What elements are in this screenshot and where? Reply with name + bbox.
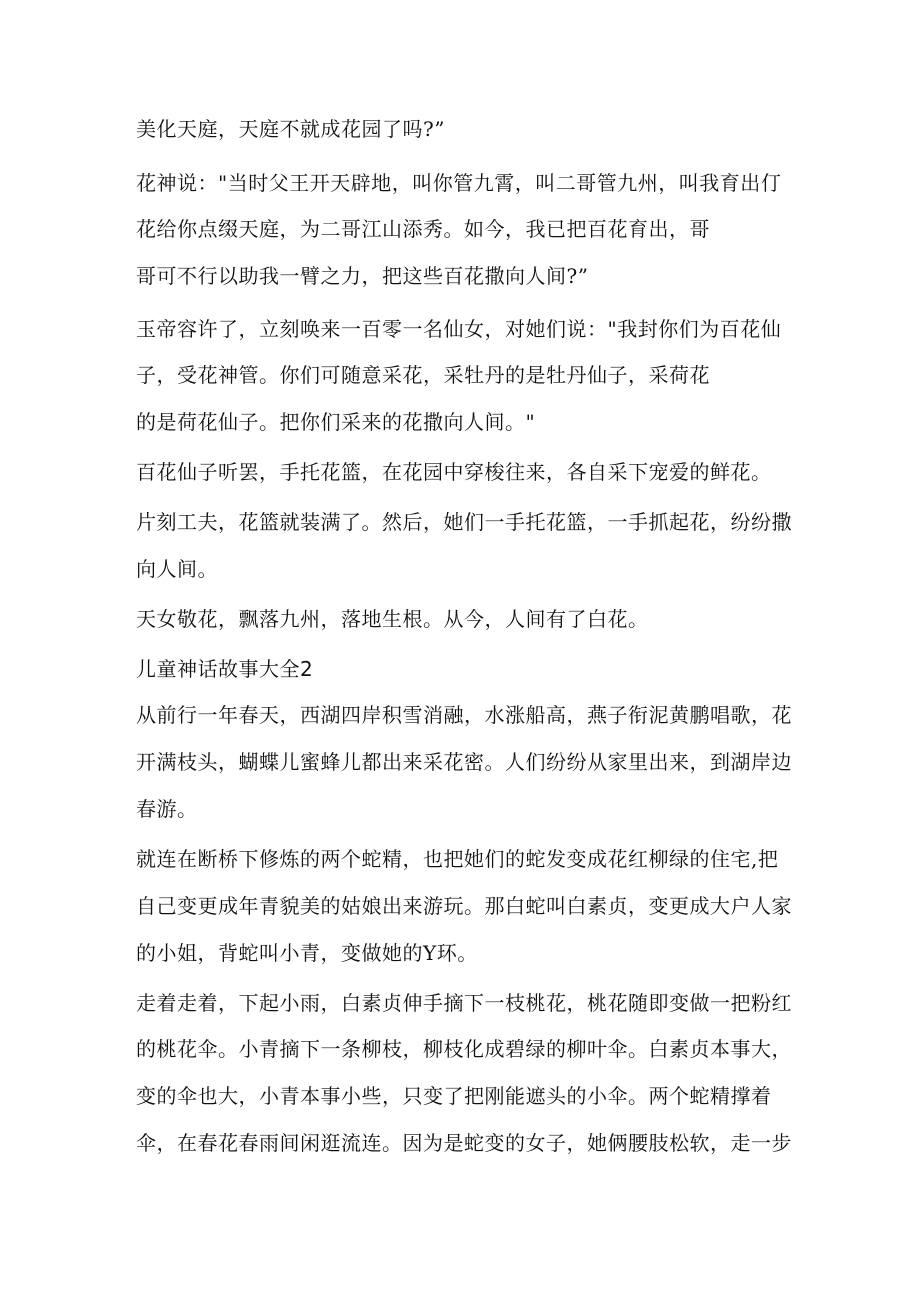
text-line: 变的伞也大，小青本事小些，只变了把刚能遮头的小伞。两个蛇精撑着 [136, 1084, 772, 1108]
text-line: 的桃花伞。小青摘下一条柳枝，柳枝化成碧绿的柳叶伞。白素贞本事大， [136, 1037, 792, 1061]
section-heading: 儿童神话故事大全2 [136, 657, 314, 681]
text-line: 向人间。 [136, 557, 218, 581]
text-line: 自己变更成年青貌美的姑娘出来游玩。那白蛇叫白素贞，变更成大户人家 [136, 894, 792, 918]
text-line: 美化天庭，天庭不就成花园了吗?” [136, 117, 445, 141]
text-line: 百花仙子听罢，手托花篮，在花园中穿梭往来，各自采下宠爱的鲜花。 [136, 460, 772, 484]
text-line: 花神说："当时父王开天辟地，叫你管九霄，叫二哥管九州，叫我育出仃 [136, 171, 782, 195]
text-line: 走着走着，下起小雨，白素贞伸手摘下一枝桃花，桃花随即变做一把粉红 [136, 991, 792, 1015]
text-line: 片刻工夫，花篮就装满了。然后，她们一手托花篮，一手抓起花，纷纷撒 [136, 510, 792, 534]
text-line: 开满枝头，蝴蝶儿蜜蜂儿都出来采花密。人们纷纷从家里出来，到湖岸边 [136, 750, 792, 774]
text-line: 天女敬花，飘落九州，落地生根。从今，人间有了白花。 [136, 607, 649, 631]
text-line: 玉帝容许了，立刻唤来一百零一名仙女，对她们说："我封你们为百花仙 [136, 317, 782, 341]
text-line: 就连在断桥下修炼的两个蛇精，也把她们的蛇发变成花红柳绿的住宅,把 [136, 847, 779, 871]
text-line: 哥可不行以助我一臂之力，把这些百花撒向人间?” [136, 264, 589, 288]
text-line: 花给你点缀天庭，为二哥江山添秀。如今，我已把百花育出，哥 [136, 217, 710, 241]
text-line: 春游。 [136, 797, 198, 821]
text-line: 子，受花神管。你们可随意采花，采牡丹的是牡丹仙子，采荷花 [136, 363, 710, 387]
text-line: 从前行一年春天，西湖四岸积雪消融，水涨船高，燕子衔泥黄鹏唱歌，花 [136, 703, 792, 727]
text-line: 的是荷花仙子。把你们采来的花撒向人间。" [136, 410, 536, 434]
text-line: 伞，在春花春雨间闲逛流连。因为是蛇变的女子，她俩腰肢松软，走一步 [136, 1131, 792, 1155]
text-line: 的小姐，背蛇叫小青，变做她的Y环。 [136, 941, 478, 965]
